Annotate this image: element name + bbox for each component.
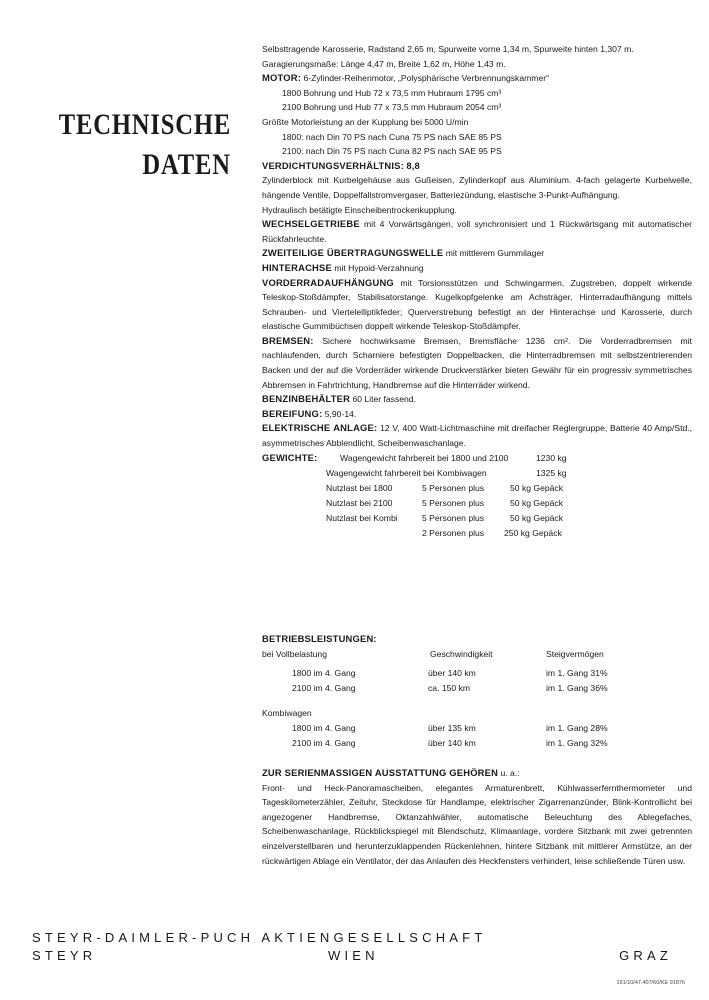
performance-speed: über 140 km xyxy=(428,668,476,678)
rear-axle-section xyxy=(262,261,692,276)
compression-value: 8,8 xyxy=(406,159,420,171)
driveshaft-section xyxy=(262,246,692,261)
rear-axle-text: mit Hypoid-Verzahnung xyxy=(334,262,424,273)
compression-label: VERDICHTUNGSVERHÄLTNIS: xyxy=(262,159,404,171)
performance-col-climb: Steigvermögen xyxy=(546,649,604,659)
tyres-section xyxy=(262,407,692,422)
suspension-text: mit Torsionsstützen und Schwingarmen, Zugstreben, doppelt wirkende Teleskop-Stoßdämpfer, Stabilisatorstange. Kugelkopfgelenke am Achsträger, Hinterradaufhängung mittels Schrauben- und Viertelelliptikfeder; Querverstrebung befestigt an der Hinterachse und Karosserie, durch elastische Gummibüchsen doppelt wirkende Teleskop-Stoßdämpfer. xyxy=(262,277,692,332)
clutch-description: Hydraulisch betätigte Einscheibentrockenkupplung. xyxy=(262,204,457,215)
gearbox-label: WECHSELGETRIEBE xyxy=(262,218,360,230)
equipment-suffix: u. a.: xyxy=(500,768,520,778)
print-code: 191/10/47.407/60/KE 91876 xyxy=(616,980,685,986)
tyres-text: 5,90-14. xyxy=(324,408,357,419)
payload-value: 50 kg Gepäck xyxy=(510,497,564,508)
payload-desc: Nutzlast bei 1800 xyxy=(326,482,393,493)
weights-label: GEWICHTE: xyxy=(262,451,318,463)
fuel-tank-label: BENZINBEHÄLTER xyxy=(262,393,351,405)
equipment-heading xyxy=(262,766,692,781)
performance-climb: im 1. Gang 28% xyxy=(546,723,608,733)
performance-section xyxy=(262,632,692,751)
footer-city-graz: GRAZ xyxy=(619,948,672,963)
performance-model: 1800 im 4. Gang xyxy=(292,668,356,678)
suspension-section xyxy=(262,276,692,334)
heading-line-1: TECHNISCHE xyxy=(58,108,231,141)
footer-city-wien: WIEN xyxy=(328,948,379,963)
performance-label: BETRIEBSLEISTUNGEN: xyxy=(262,633,377,644)
motor-line-1800: 1800 Bohrung und Hub 72 x 73,5 mm Hubraum 1795 cm³ xyxy=(282,87,502,98)
equipment-text: Front- und Heck-Panoramascheiben, elegantes Armaturenbrett, Kühlwasserfernthermometer und Tageskilometerzähler, Zeituhr, Steckdose für Handlampe, elektrischer Zigarrenanzünder, Blink-Kontrollicht bei angezogener Handbremse, Oktanzahlwähler, automatische Beleuchtung des Ablegefaches, Scheibenwaschanlage, Rückblickspiegel mit Blendschutz, Klimaanlage, vordere Sitzbank mit zwei getrennten einzelverstellbaren und herunterzuklappenden Rückenlehnen, hintere Sitzbank mit mittlerer Armstütze, an der rückwärtigen Ablage ein Ventilator, der das Anlaufen des Heckfensters verhindert, leise schließende Türen usw. xyxy=(262,782,692,866)
motor-section xyxy=(262,71,692,86)
intro-chassis: Selbsttragende Karosserie, Radstand 2,65 m, Spurweite vorne 1,34 m, Spurweite hinten 1,307 m. xyxy=(262,44,634,54)
payload-desc: Nutzlast bei 2100 xyxy=(326,497,393,508)
power-line-2100: 2100: nach Din 75 PS nach Cuna 82 PS nach SAE 95 PS xyxy=(282,146,502,157)
gearbox-text: mit 4 Vorwärtsgängen, voll synchronisiert und 1 Rückwärtsgang mit automatischer Rückfahrleuchte. xyxy=(262,219,693,244)
payload-row xyxy=(262,526,692,541)
payload-row xyxy=(262,511,692,526)
payload-value: 50 kg Gepäck xyxy=(510,512,564,523)
driveshaft-label: ZWEITEILIGE ÜBERTRAGUNGSWELLE xyxy=(262,247,444,259)
performance-climb: im 1. Gang 32% xyxy=(546,738,608,748)
fuel-tank-text: 60 Liter fassend. xyxy=(352,394,416,405)
electrical-section xyxy=(262,421,692,450)
performance-row xyxy=(262,666,692,681)
compression-section xyxy=(262,159,692,174)
performance-header-row xyxy=(262,647,692,662)
weight-value: 1325 kg xyxy=(536,467,567,478)
payload-value: 50 kg Gepäck xyxy=(510,482,564,493)
electrical-label: ELEKTRISCHE ANLAGE: xyxy=(262,422,378,434)
performance-model: 2100 im 4. Gang xyxy=(292,738,356,748)
performance-climb: im 1. Gang 31% xyxy=(546,668,608,678)
gearbox-section xyxy=(262,217,692,246)
payload-persons: 5 Personen plus xyxy=(422,497,485,508)
intro-dimensions: Garagierungsmaße: Länge 4,47 m, Breite 1,62 m, Höhe 1,43 m. xyxy=(262,58,506,69)
payload-row xyxy=(262,496,692,511)
engine-description: Zylinderblock mit Kurbelgehäuse aus Gußeisen, Zylinderkopf aus Aluminium. 4-fach gelagerte Kurbelwelle, hängende Ventile, Doppelfallstromvergaser, Batteriezündung, elastische 3-Punkt-Aufhängung. xyxy=(262,175,692,200)
footer-company: STEYR-DAIMLER-PUCH AKTIENGESELLSCHAFT xyxy=(32,930,487,945)
motor-line-2100: 2100 Bohrung und Hub 77 x 73,5 mm Hubraum 2054 cm³ xyxy=(282,102,502,113)
motor-label: MOTOR: xyxy=(262,72,302,84)
performance-climb: im 1. Gang 36% xyxy=(546,683,608,693)
motor-power-title: Größte Motorleistung an der Kupplung bei 5000 U/min xyxy=(262,116,469,127)
payload-row xyxy=(262,481,692,496)
payload-persons: 2 Personen plus xyxy=(422,527,485,538)
spec-column xyxy=(262,42,692,541)
performance-kombi-label: Kombiwagen xyxy=(262,708,312,718)
performance-kombi-row xyxy=(262,706,692,721)
payload-desc: Nutzlast bei Kombi xyxy=(326,512,398,523)
equipment-label: ZUR SERIENMASSIGEN AUSSTATTUNG GEHÖREN xyxy=(262,767,499,778)
performance-model: 2100 im 4. Gang xyxy=(292,683,356,693)
performance-label-row xyxy=(262,632,692,647)
payload-persons: 5 Personen plus xyxy=(422,482,485,493)
equipment-section xyxy=(262,766,692,868)
footer-cities xyxy=(32,948,672,964)
fuel-tank-section xyxy=(262,392,692,407)
performance-speed: über 140 km xyxy=(428,738,476,748)
power-line-1800: 1800: nach Din 70 PS nach Cuna 75 PS nach SAE 85 PS xyxy=(282,131,502,142)
footer-city-steyr: STEYR xyxy=(32,948,97,963)
payload-value: 250 kg Gepäck xyxy=(504,527,562,538)
suspension-label: VORDERRADAUFHÄNGUNG xyxy=(262,276,394,288)
weight-desc: Wagengewicht fahrbereit bei 1800 und 2100 xyxy=(340,452,509,463)
performance-row xyxy=(262,681,692,696)
weight-value: 1230 kg xyxy=(536,452,567,463)
rear-axle-label: HINTERACHSE xyxy=(262,261,332,273)
driveshaft-text: mit mittlerem Gummilager xyxy=(445,248,545,259)
performance-row xyxy=(262,736,692,751)
weights-row-1 xyxy=(262,451,692,466)
weight-desc: Wagengewicht fahrbereit bei Kombiwagen xyxy=(326,467,487,478)
brakes-section xyxy=(262,334,692,392)
brakes-text: Sichere hochwirksame Bremsen, Bremsfläche 1236 cm². Die Vorderradbremsen mit nachlaufenden, durch Scharniere befestigten Doppelbacken, die Hinterradbremsen mit selbstzentrierenden Backen und der auf die Vorderräder wirkende Druckverstärker bieten Gewähr für ein progressiv symmetrisches Abbremsen in Fahrtrichtung, Handbremse auf die Hinterräder wirkend. xyxy=(262,335,692,390)
performance-col-load: bei Vollbelastung xyxy=(262,649,327,659)
performance-speed: über 135 km xyxy=(428,723,476,733)
performance-col-speed: Geschwindigkeit xyxy=(430,649,493,659)
performance-row xyxy=(262,721,692,736)
motor-text: 6-Zylinder-Reihenmotor, „Polysphärische Verbrennungskammer“ xyxy=(303,73,549,84)
weights-row-2 xyxy=(262,466,692,481)
brakes-label: BREMSEN: xyxy=(262,334,314,346)
performance-model: 1800 im 4. Gang xyxy=(292,723,356,733)
payload-persons: 5 Personen plus xyxy=(422,512,485,523)
heading-line-2: DATEN xyxy=(142,148,231,181)
tyres-label: BEREIFUNG: xyxy=(262,407,323,419)
performance-speed: ca. 150 km xyxy=(428,683,471,693)
electrical-text: 12 V, 400 Watt-Lichtmaschine mit dreifacher Reglergruppe, Batterie 40 Amp/Std., asymmetrisches Abblendlicht, Scheibenwaschanlage. xyxy=(262,423,693,449)
